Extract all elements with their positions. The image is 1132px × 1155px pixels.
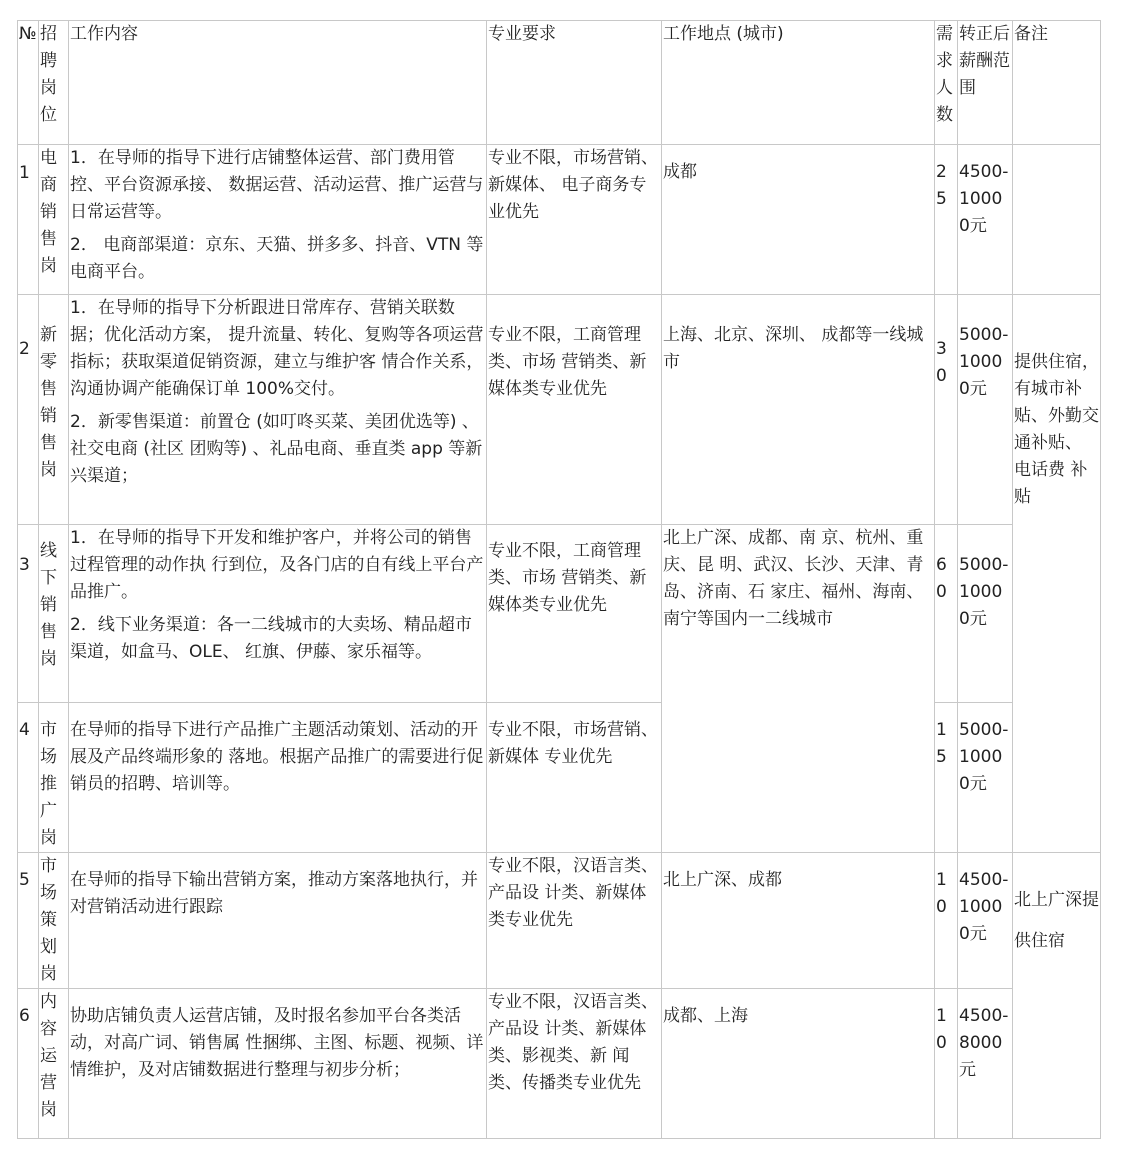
table-row	[18, 989, 1101, 1139]
row-note-group-2: 北上广深提供住宿	[1013, 853, 1101, 1139]
row-note-group-1: 提供住宿，有城市补贴、外勤交 通补贴、 电话费 补贴	[1013, 295, 1101, 853]
row-position: 内容运营岗	[39, 989, 69, 1139]
header-salary: 转正后薪酬范围	[958, 21, 1013, 145]
row-position: 电商销售岗	[39, 145, 69, 295]
row-location: 成都、上海	[662, 989, 935, 1139]
row-major: 专业不限，市场营销、新媒体、 电子商务专业优先	[487, 145, 662, 295]
row-salary: 4500-10000元	[958, 853, 1013, 989]
content-paragraph: 2．线下业务渠道：各一二线城市的大卖场、精品超市渠道，如盒马、OLE、 红旗、伊藤、家乐福等。	[70, 615, 472, 662]
row-position: 新零售销售岗	[39, 295, 69, 525]
row-no: 6	[18, 989, 39, 1139]
table-row	[18, 145, 1101, 295]
content-paragraph: 2． 电商部渠道：京东、天猫、拼多多、抖音、VTN 等电商平台。	[70, 235, 484, 282]
row-no: 5	[18, 853, 39, 989]
row-content	[69, 853, 487, 989]
row-location: 北上广深、成都、南 京、杭州、重庆、昆 明、武汉、长沙、天津、青岛、济南、石 家庄、福州、海南、 南宁等国内一二线城市	[662, 525, 935, 853]
row-salary: 4500-10000元	[958, 145, 1013, 295]
row-count: 10	[935, 853, 958, 989]
content-paragraph: 2．新零售渠道：前置仓 (如叮咚买菜、美团优选等) 、社交电商 (社区 团购等) 、礼品电商、垂直类 app 等新兴渠道；	[70, 412, 483, 486]
row-position: 市场推广岗	[39, 703, 69, 853]
header-note: 备注	[1013, 21, 1101, 145]
row-no: 4	[18, 703, 39, 853]
table-row	[18, 853, 1101, 989]
row-location: 上海、北京、深圳、 成都等一线城市	[662, 295, 935, 525]
recruitment-table	[17, 20, 1101, 1139]
row-content	[69, 295, 487, 525]
row-location: 北上广深、成都	[662, 853, 935, 989]
row-no: 1	[18, 145, 39, 295]
header-position: 招聘岗位	[39, 21, 69, 145]
row-no: 2	[18, 295, 39, 525]
header-location: 工作地点 (城市)	[662, 21, 935, 145]
header-no: №	[18, 21, 39, 145]
row-no: 3	[18, 525, 39, 703]
row-major: 专业不限，市场营销、新媒体 专业优先	[487, 703, 662, 853]
row-count: 15	[935, 703, 958, 853]
row-count: 30	[935, 295, 958, 525]
row-content	[69, 703, 487, 853]
table-row	[18, 703, 1101, 853]
content-paragraph: 在导师的指导下输出营销方案，推动方案落地执行，并对营销活动进行跟踪	[70, 870, 478, 917]
row-position: 线下销售岗	[39, 525, 69, 703]
row-salary: 5000-10000元	[958, 525, 1013, 703]
row-content	[69, 525, 487, 703]
row-count: 10	[935, 989, 958, 1139]
row-major: 专业不限，工商管理类、市场 营销类、新媒体类专业优先	[487, 295, 662, 525]
content-paragraph: 1．在导师的指导下分析跟进日常库存、营销关联数据；优化活动方案， 提升流量、转化、复购等各项运营指标；获取渠道促销资源，建立与维护客 情合作关系，沟通协调产能确保订单 100%交付。	[70, 298, 484, 399]
row-salary: 5000-10000元	[958, 295, 1013, 525]
row-salary: 5000-10000元	[958, 703, 1013, 853]
row-count: 25	[935, 145, 958, 295]
row-position: 市场策划岗	[39, 853, 69, 989]
row-note-empty	[1013, 145, 1101, 295]
row-salary: 4500-8000元	[958, 989, 1013, 1139]
table-row	[18, 525, 1101, 703]
header-major: 专业要求	[487, 21, 662, 145]
row-content	[69, 145, 487, 295]
row-location: 成都	[662, 145, 935, 295]
content-paragraph: 协助店铺负责人运营店铺，及时报名参加平台各类活动，对高广词、销售属 性捆绑、主图、标题、视频、详情维护，及对店铺数据进行整理与初步分析；	[70, 1006, 484, 1080]
content-paragraph: 在导师的指导下进行产品推广主题活动策划、活动的开展及产品终端形象的 落地。根据产品推广的需要进行促销员的招聘、培训等。	[70, 720, 484, 794]
row-count: 60	[935, 525, 958, 703]
header-count: 需求人数	[935, 21, 958, 145]
row-content	[69, 989, 487, 1139]
header-content: 工作内容	[69, 21, 487, 145]
content-paragraph: 1．在导师的指导下开发和维护客户，并将公司的销售过程管理的动作执 行到位，及各门店的自有线上平台产品推广。	[70, 528, 484, 602]
row-major: 专业不限，汉语言类、产品设 计类、新媒体类专业优先	[487, 853, 662, 989]
row-major: 专业不限，汉语言类、产品设 计类、新媒体类、影视类、新 闻类、传播类专业优先	[487, 989, 662, 1139]
table-row	[18, 295, 1101, 525]
content-paragraph: 1．在导师的指导下进行店铺整体运营、部门费用管控、平台资源承接、 数据运营、活动运营、推广运营与日常运营等。	[70, 148, 484, 222]
row-major: 专业不限，工商管理类、市场 营销类、新媒体类专业优先	[487, 525, 662, 703]
table-header-row	[18, 21, 1101, 145]
